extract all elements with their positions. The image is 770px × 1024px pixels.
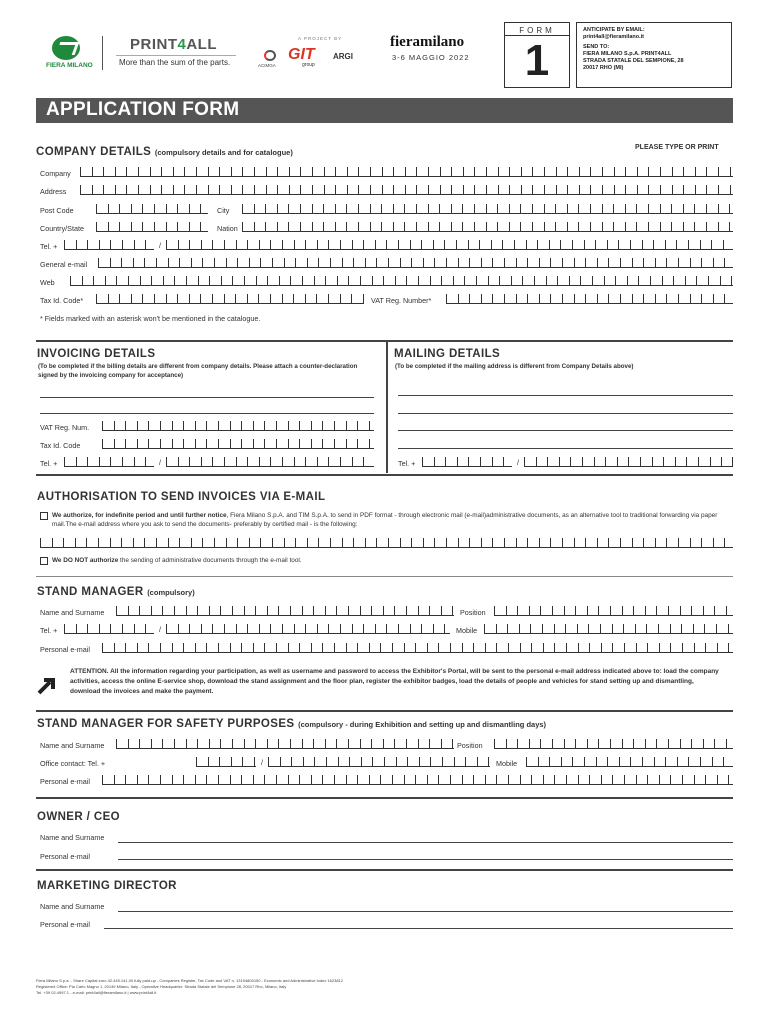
form-number: 1 — [524, 36, 550, 85]
invoicing-heading: INVOICING DETAILS — [37, 348, 156, 360]
invoicing-tax-label: Tax Id. Code — [40, 441, 81, 450]
print4all-logo — [130, 36, 217, 53]
authorize-text-bold: We authorize, for indefinite period and until further notice — [52, 512, 227, 519]
sm-position-label: Position — [460, 608, 486, 617]
print4all-logo-all: ALL — [186, 36, 218, 53]
invoicing-tel-label: Tel. + — [40, 459, 58, 468]
git-logo: GIT — [288, 46, 315, 63]
section-divider-invoicing — [36, 340, 733, 342]
acimga-logo-text: ACIMGA — [258, 63, 276, 68]
acimga-logo-icon — [264, 50, 276, 61]
mailing-heading: MAILING DETAILS — [394, 348, 501, 360]
invoicing-line-2[interactable] — [40, 413, 374, 414]
invoicing-vat-field[interactable] — [102, 420, 374, 431]
section-divider-authorisation — [36, 474, 733, 476]
safety-note: (compulsory - during Exhibition and setting up and dismantling days) — [298, 720, 547, 729]
send-to-line2: STRADA STATALE DEL SEMPIONE, 28 — [583, 58, 684, 64]
safety-email-field[interactable] — [102, 774, 733, 785]
marketing-email-label: Personal e-mail — [40, 920, 90, 929]
mailing-tel-slash: / — [517, 458, 519, 467]
arrow-up-right-icon — [36, 676, 60, 696]
invoicing-tel-prefix[interactable] — [64, 456, 154, 467]
authorize-email-field[interactable] — [40, 537, 733, 548]
send-to-line1: FIERA MILANO S.p.A. PRINT4ALL — [583, 51, 672, 57]
sm-position-field[interactable] — [494, 605, 733, 616]
sm-tel-prefix[interactable] — [64, 623, 154, 634]
company-field[interactable] — [80, 166, 733, 177]
footer-line-3: Tel. +39 02.4997.1 - e-mail: print4all@fieramilano.it | www.print4all.it — [36, 990, 157, 995]
address-label: Address — [40, 187, 67, 196]
invoicing-tel-number[interactable] — [166, 456, 374, 467]
owner-heading: OWNER / CEO — [37, 811, 120, 823]
form-label: FORM — [519, 26, 555, 35]
safety-tel-prefix[interactable] — [196, 756, 256, 767]
sm-tel-number[interactable] — [166, 623, 450, 634]
stand-manager-title: STAND MANAGER — [37, 586, 144, 598]
company-details-heading — [36, 146, 293, 158]
nation-label: Nation — [217, 224, 238, 233]
form-number-box — [504, 22, 570, 88]
marketing-name-label: Name and Surname — [40, 902, 105, 911]
section-divider-owner — [36, 797, 733, 799]
safety-mobile-field[interactable] — [526, 756, 733, 767]
web-label: Web — [40, 278, 55, 287]
page-title: APPLICATION FORM — [36, 98, 733, 123]
authorisation-heading: AUTHORISATION TO SEND INVOICES VIA E-MAIL — [37, 491, 326, 503]
anticipate-label: ANTICIPATE BY EMAIL: — [583, 27, 645, 33]
safety-position-field[interactable] — [494, 738, 733, 749]
authorisation-bottom-line — [36, 576, 733, 577]
safety-office-label: Office contact: Tel. + — [40, 759, 106, 768]
general-email-field[interactable] — [98, 257, 733, 268]
argi-logo: ARGI — [333, 52, 353, 61]
authorize-text-body: , Fiera Milano S.p.A. and TIM S.p.A. to send in PDF format - through electronic mail (e-mail)administrative documents, as an alternative tool to traditional forwarding via paper mail.The e-mail address where you ask to send the documents- preferably by certified mail - is the following: — [52, 512, 718, 528]
anticipate-email: print4all@fieramilano.it — [583, 34, 644, 40]
invoicing-line-1[interactable] — [40, 397, 374, 398]
project-by-label: A PROJECT BY — [298, 36, 343, 41]
tax-id-label: Tax Id. Code* — [40, 296, 84, 305]
web-field[interactable] — [70, 275, 733, 286]
section-divider-marketing — [36, 869, 733, 871]
do-not-authorize-text-body: the sending of administrative documents through the e-mail tool. — [118, 557, 302, 564]
tel-prefix-field[interactable] — [64, 239, 154, 250]
general-email-label: General e-mail — [40, 260, 88, 269]
city-label: City — [217, 206, 230, 215]
please-type-note: PLEASE TYPE OR PRINT — [635, 144, 719, 151]
stand-manager-heading — [37, 586, 195, 598]
safety-mobile-label: Mobile — [496, 759, 518, 768]
invoicing-vat-label: VAT Reg. Num. — [40, 423, 90, 432]
marketing-email-field[interactable] — [104, 928, 733, 929]
mailing-tel-number[interactable] — [524, 456, 733, 467]
do-not-authorize-checkbox[interactable] — [40, 557, 48, 565]
send-to-box — [576, 22, 732, 88]
do-not-authorize-text-bold: We DO NOT authorize — [52, 557, 119, 564]
event-dates: 3-6 MAGGIO 2022 — [392, 53, 470, 62]
safety-name-label: Name and Surname — [40, 741, 105, 750]
safety-name-field[interactable] — [116, 738, 454, 749]
catalogue-footnote: * Fields marked with an asterisk won't be mentioned in the catalogue. — [40, 314, 261, 323]
tel-slash: / — [159, 241, 161, 250]
invoicing-tax-field[interactable] — [102, 438, 374, 449]
fiera-milano-logo — [46, 36, 96, 70]
sm-tel-slash: / — [159, 625, 161, 634]
attention-note: ATTENTION. All the information regarding your participation, as well as username and password to access the Exhibitor's Portal, will be sent to the personal e-mail address indicated above to: load the company activities, access the online E-service shop, download the stand assignment and the floor plan, register the exhibitor badges, load the details of people and vehicles for stand setting up and dismantling, download the invoices and make the payment. — [70, 668, 719, 695]
nation-field[interactable] — [242, 221, 733, 232]
invoicing-tel-slash: / — [159, 458, 161, 467]
send-to-label: SEND TO: — [583, 44, 610, 50]
owner-name-label: Name and Surname — [40, 833, 105, 842]
safety-title: STAND MANAGER FOR SAFETY PURPOSES — [37, 718, 295, 730]
tax-id-field[interactable] — [96, 293, 364, 304]
company-details-note: (compulsory details and for catalogue) — [154, 148, 293, 157]
vat-field[interactable] — [446, 293, 733, 304]
print4all-logo-four: 4 — [177, 36, 187, 53]
safety-tel-slash: / — [261, 758, 263, 767]
marketing-heading: MARKETING DIRECTOR — [37, 880, 177, 892]
mailing-tel-prefix[interactable] — [422, 456, 512, 467]
tel-label: Tel. + — [40, 242, 58, 251]
footer-line-1: Fiera Milano S.p.a. - Share Capital euro 42.445.141,00 fully paid-up - Companies Register, Tax Code and VAT n. 13194800150 - Economic and Administrative Index 1623812 — [36, 978, 344, 983]
authorize-checkbox[interactable] — [40, 512, 48, 520]
marketing-name-field[interactable] — [118, 911, 733, 912]
owner-name-field[interactable] — [118, 842, 733, 843]
mailing-tel-label: Tel. + — [398, 459, 416, 468]
mailing-line-4[interactable] — [398, 448, 733, 449]
mailing-line-3[interactable] — [398, 430, 733, 431]
tel-number-field[interactable] — [166, 239, 733, 250]
company-details-title: COMPANY DETAILS — [36, 146, 152, 158]
sm-email-field[interactable] — [102, 642, 733, 653]
sm-name-field[interactable] — [116, 605, 454, 616]
country-field[interactable] — [96, 221, 208, 232]
mailing-line-2[interactable] — [398, 413, 733, 414]
mailing-note: (To be completed if the mailing address is different from Company Details above) — [395, 363, 634, 370]
post-code-label: Post Code — [40, 206, 74, 215]
city-field[interactable] — [242, 203, 733, 214]
invoicing-note: (To be completed if the billing details are different from company details. Please attach a counter-declaration signed by the invoicing company for acceptance) — [38, 363, 358, 379]
post-code-field[interactable] — [96, 203, 208, 214]
print4all-tagline: More than the sum of the parts. — [119, 58, 231, 67]
safety-heading — [37, 718, 546, 730]
country-label: Country/State — [40, 224, 84, 233]
mailing-line-1[interactable] — [398, 395, 733, 396]
header-divider — [102, 36, 103, 70]
acimga-logo — [258, 50, 284, 70]
send-to-line3: 20017 RHO (MI) — [583, 65, 624, 71]
fiera-milano-logo-icon — [52, 36, 80, 60]
address-field[interactable] — [80, 184, 733, 195]
sm-email-label: Personal e-mail — [40, 645, 90, 654]
stand-manager-note: (compulsory) — [147, 588, 195, 597]
owner-email-field[interactable] — [118, 859, 733, 860]
print4all-logo-print: PRINT — [130, 36, 178, 53]
sm-name-label: Name and Surname — [40, 608, 105, 617]
fieramilano-logo: fieramilano — [390, 34, 465, 50]
company-label: Company — [40, 169, 71, 178]
vat-label: VAT Reg. Number* — [371, 296, 432, 305]
print4all-underline — [116, 55, 236, 56]
safety-email-label: Personal e-mail — [40, 777, 90, 786]
footer-line-2: Registered Office: Pia Carlo Magno 1, 20149 Milano, Italy - Operative Headquarter: Strada Statale del Sempione 28, 20017 Rho, Milano, Italy — [36, 984, 287, 989]
safety-position-label: Position — [457, 741, 483, 750]
sm-tel-label: Tel. + — [40, 626, 58, 635]
footer — [36, 978, 556, 996]
do-not-authorize-text — [52, 556, 302, 565]
fiera-milano-logo-text: FIERA MILANO — [46, 62, 93, 69]
authorize-text — [52, 511, 732, 529]
sm-mobile-field[interactable] — [484, 623, 733, 634]
safety-tel-number[interactable] — [268, 756, 490, 767]
sm-mobile-label: Mobile — [456, 626, 478, 635]
git-logo-sub: group — [302, 62, 315, 68]
invoicing-mailing-divider — [386, 341, 388, 473]
section-divider-safety — [36, 710, 733, 712]
owner-email-label: Personal e-mail — [40, 852, 90, 861]
